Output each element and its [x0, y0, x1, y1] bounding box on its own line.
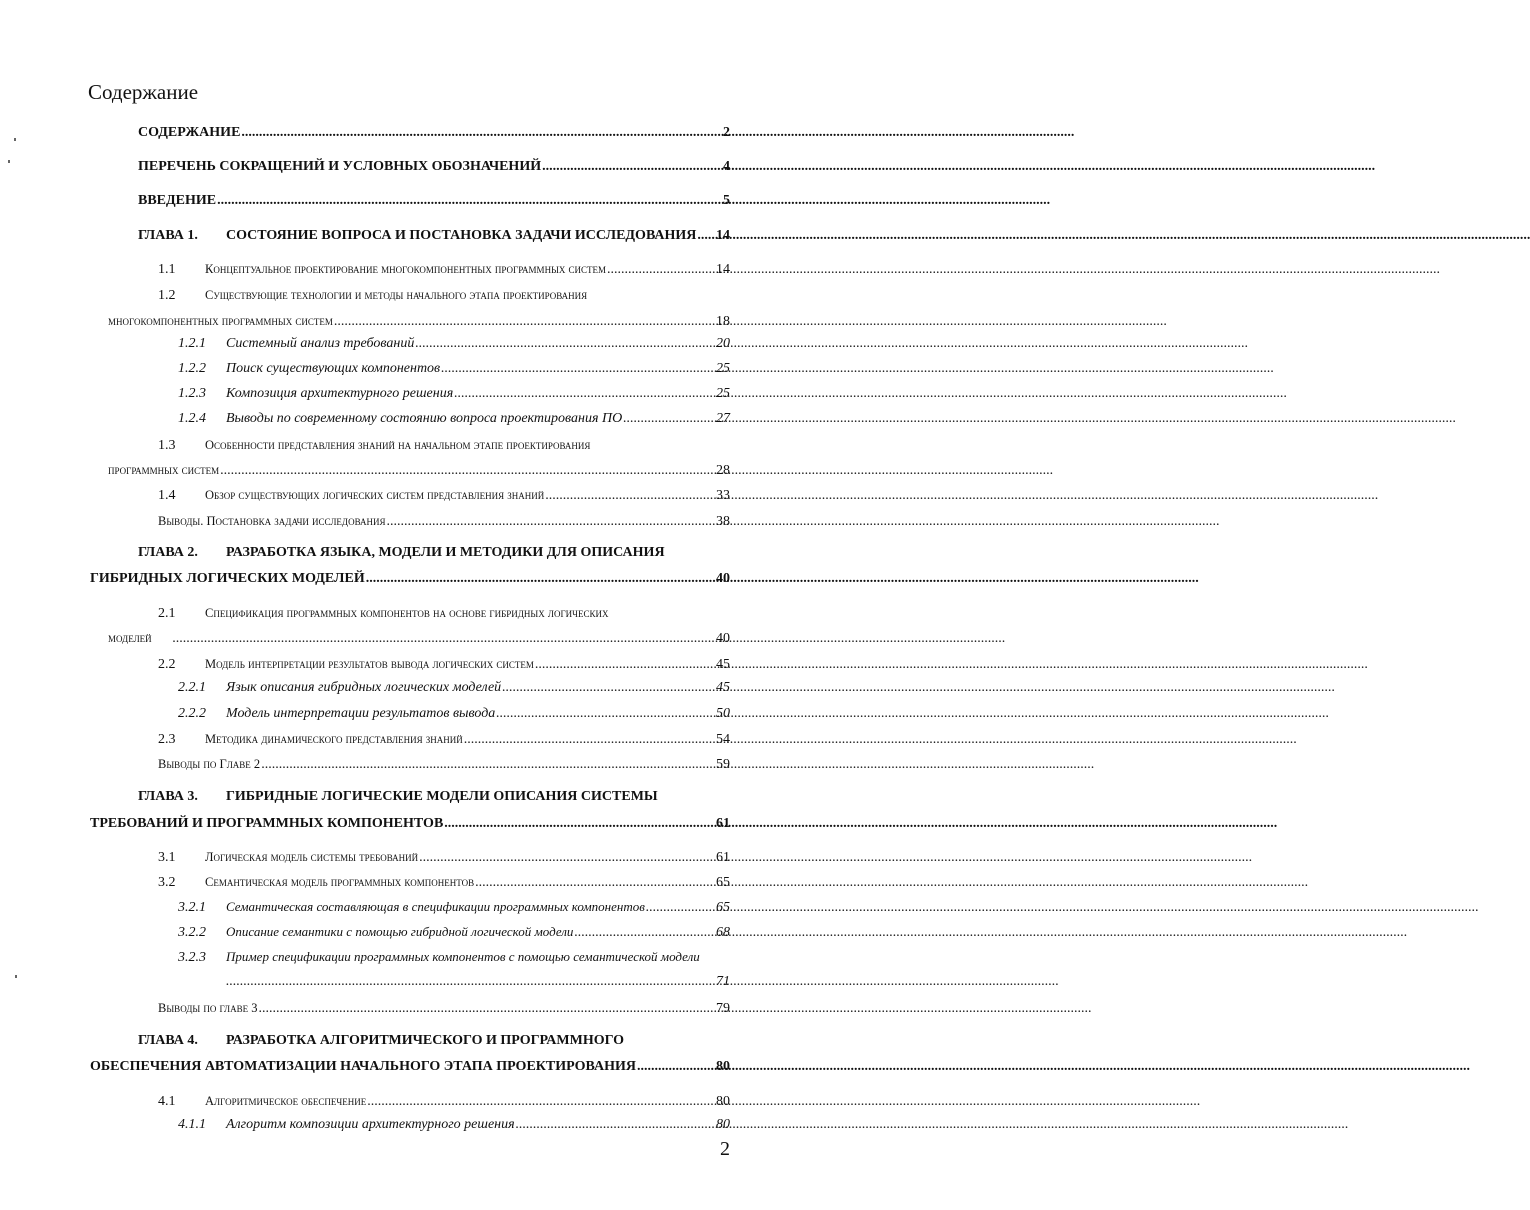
- toc-entry-title-line2: ТРЕБОВАНИЙ И ПРОГРАММНЫХ КОМПОНЕНТОВ: [90, 816, 444, 831]
- toc-leader: [444, 815, 715, 833]
- toc-entry-title: Выводы. Постановка задачи исследования: [158, 514, 386, 528]
- toc-entry-page: 71: [716, 974, 730, 989]
- toc-entry-page: 14: [716, 262, 730, 277]
- toc-entry-title-line2: ГИБРИДНЫХ ЛОГИЧЕСКИХ МОДЕЛЕЙ: [90, 571, 365, 586]
- toc-entry-title: Спецификация программных компонентов на основе гибридных логических: [205, 606, 609, 620]
- toc-section-continuation[interactable]: [108, 312, 730, 331]
- toc-leader: [261, 756, 715, 774]
- toc-leader: [241, 124, 722, 142]
- toc-entry-page: 79: [716, 1001, 730, 1016]
- toc-leader: [475, 874, 715, 892]
- toc-entry[interactable]: [138, 124, 730, 142]
- toc-entry-title-line2: моделей: [108, 631, 152, 645]
- toc-leader: [623, 410, 715, 428]
- toc-entry-page: 4: [723, 159, 730, 174]
- toc-subsection-number: 1.2.3: [178, 386, 206, 401]
- toc-chapter-number: ГЛАВА 4.: [138, 1033, 198, 1048]
- toc-subsection[interactable]: [178, 410, 730, 428]
- toc-section-number: 1.3: [158, 438, 176, 453]
- toc-subsection[interactable]: [178, 679, 730, 697]
- toc-leader: [217, 192, 722, 210]
- toc-leader: [367, 1093, 715, 1111]
- toc-entry-title: Системный анализ требований: [226, 336, 415, 351]
- toc-entry-page: 50: [716, 706, 730, 721]
- toc-entry-title: ПЕРЕЧЕНЬ СОКРАЩЕНИЙ И УСЛОВНЫХ ОБОЗНАЧЕНИЙ: [138, 159, 542, 174]
- toc-leader: [419, 849, 715, 867]
- toc-subsection-number: 1.2.2: [178, 361, 206, 376]
- page-title: Содержание: [88, 80, 199, 104]
- toc-entry-title: Описание семантики с помощью гибридной логической модели: [226, 924, 574, 939]
- toc-entry-title: Язык описания гибридных логических моделей: [226, 680, 502, 695]
- toc-section[interactable]: [158, 260, 730, 279]
- toc-subsection-number: 2.2.2: [178, 706, 206, 721]
- toc-chapter[interactable]: [138, 227, 730, 245]
- toc-leader: [464, 731, 715, 749]
- toc-chapter-number: ГЛАВА 3.: [138, 789, 198, 804]
- toc-entry[interactable]: [138, 158, 730, 176]
- toc-section[interactable]: [158, 604, 609, 623]
- toc-section-number: 1.2: [158, 288, 176, 303]
- toc-entry-title: Методика динамического представления знаний: [205, 732, 463, 746]
- toc-leader: [415, 335, 715, 353]
- toc-entry-title-line2: программных систем: [108, 463, 220, 477]
- toc-leader: [607, 261, 715, 279]
- toc-section[interactable]: [158, 1092, 730, 1111]
- toc-entry-title: Выводы по Главе 2: [158, 757, 261, 771]
- toc-leader: [334, 313, 715, 331]
- toc-leader: [496, 705, 715, 723]
- toc-entry-page: 40: [716, 571, 730, 586]
- toc-entry-title: Особенности представления знаний на начальном этапе проектирования: [205, 438, 591, 452]
- toc-leader: [441, 360, 715, 378]
- toc-chapter[interactable]: [138, 544, 665, 562]
- toc-entry-title: СОСТОЯНИЕ ВОПРОСА И ПОСТАНОВКА ЗАДАЧИ ИССЛЕДОВАНИЯ: [226, 228, 697, 243]
- page-number: 2: [720, 1138, 730, 1160]
- scan-speck: [8, 160, 10, 163]
- toc-entry-page: 2: [723, 125, 730, 140]
- toc-entry-title: Модель интерпретации результатов вывода: [226, 706, 496, 721]
- toc-section[interactable]: [158, 848, 730, 867]
- toc-leader: [387, 513, 715, 531]
- toc-chapter-continuation[interactable]: [90, 570, 730, 588]
- toc-section-number: 3.1: [158, 850, 176, 865]
- toc-entry-title: ГИБРИДНЫЕ ЛОГИЧЕСКИЕ МОДЕЛИ ОПИСАНИЯ СИСТЕМЫ: [226, 789, 658, 804]
- toc-chapter-number: ГЛАВА 2.: [138, 545, 198, 560]
- toc-entry-page: 5: [723, 193, 730, 208]
- toc-entry-title: Семантическая составляющая в спецификации программных компонентов: [226, 899, 645, 914]
- toc-section-number: 4.1: [158, 1094, 176, 1109]
- toc-section[interactable]: [158, 655, 730, 674]
- toc-subsection-number: 1.2.1: [178, 336, 206, 351]
- toc-entry-page: 18: [716, 314, 730, 329]
- toc-chapter-continuation[interactable]: [90, 815, 730, 833]
- toc-entry-page: 54: [716, 732, 730, 747]
- toc-section-number: 1.1: [158, 262, 176, 277]
- toc-section[interactable]: [158, 755, 730, 774]
- toc-entry-page: 65: [716, 900, 730, 915]
- toc-entry-title: Концептуальное проектирование многокомпонентных программных систем: [205, 262, 607, 276]
- toc-entry-page: 27: [716, 411, 730, 426]
- toc-chapter[interactable]: [138, 1032, 624, 1050]
- toc-subsection[interactable]: [178, 335, 730, 353]
- toc-entry-page: 65: [716, 875, 730, 890]
- toc-entry-title: РАЗРАБОТКА ЯЗЫКА, МОДЕЛИ И МЕТОДИКИ ДЛЯ ОПИСАНИЯ: [226, 545, 665, 560]
- toc-section-number: 2.2: [158, 657, 176, 672]
- toc-entry-title: Выводы по современному состоянию вопроса проектирования ПО: [226, 411, 623, 426]
- toc-leader: [646, 899, 715, 917]
- toc-entry-page: 61: [716, 850, 730, 865]
- toc-section[interactable]: [158, 999, 730, 1018]
- toc-chapter[interactable]: [138, 788, 658, 806]
- toc-entry-page: 80: [716, 1059, 730, 1074]
- toc-entry-page: 25: [716, 386, 730, 401]
- toc-entry-page: 20: [716, 336, 730, 351]
- toc-leader: [516, 1116, 715, 1134]
- toc-leader: [542, 158, 722, 176]
- toc-subsection-number: 1.2.4: [178, 411, 206, 426]
- toc-entry-page: 40: [716, 631, 730, 646]
- toc-entry-page: 25: [716, 361, 730, 376]
- toc-entry-title: Логическая модель системы требований: [205, 850, 419, 864]
- toc-leader: [545, 487, 715, 505]
- toc-leader: [366, 570, 715, 588]
- toc-section[interactable]: [158, 512, 730, 531]
- toc-section[interactable]: [158, 873, 730, 892]
- toc-leader: [502, 679, 715, 697]
- toc-entry-title-line2: ОБЕСПЕЧЕНИЯ АВТОМАТИЗАЦИИ НАЧАЛЬНОГО ЭТАПА ПРОЕКТИРОВАНИЯ: [90, 1059, 636, 1074]
- toc-section-number: 1.4: [158, 488, 176, 503]
- toc-entry-title: Пример спецификации программных компонентов с помощью семантической модели: [226, 949, 700, 964]
- toc-chapter-continuation[interactable]: [90, 1058, 730, 1076]
- toc-leader: [697, 227, 715, 245]
- scan-speck: [15, 975, 17, 978]
- toc-entry-title-line2: многокомпонентных программных систем: [108, 314, 333, 328]
- toc-entry-title: ВВЕДЕНИЕ: [138, 193, 217, 208]
- toc-subsection[interactable]: [178, 948, 700, 967]
- toc-subsection[interactable]: [178, 898, 730, 917]
- toc-entry-page: 33: [716, 488, 730, 503]
- toc-subsection-number: 3.2.1: [178, 900, 206, 915]
- toc-leader: [574, 924, 715, 942]
- toc-section-number: 2.3: [158, 732, 176, 747]
- toc-section-number: 2.1: [158, 606, 176, 621]
- toc-subsection-continuation[interactable]: [226, 973, 730, 991]
- toc-subsection[interactable]: [178, 385, 730, 403]
- toc-entry-title: Алгоритмическое обеспечение: [205, 1094, 367, 1108]
- toc-subsection[interactable]: [178, 1116, 730, 1134]
- toc-chapter-number: ГЛАВА 1.: [138, 228, 198, 243]
- toc-entry-page: 59: [716, 757, 730, 772]
- toc-section-continuation[interactable]: [108, 461, 730, 480]
- toc-section[interactable]: [158, 730, 730, 749]
- toc-entry-page: 61: [716, 816, 730, 831]
- toc-entry-page: 80: [716, 1117, 730, 1132]
- toc-entry-title: РАЗРАБОТКА АЛГОРИТМИЧЕСКОГО И ПРОГРАММНОГО: [226, 1033, 625, 1048]
- toc-section[interactable]: [158, 486, 730, 505]
- toc-entry-title: Композиция архитектурного решения: [226, 386, 454, 401]
- toc-entry-title: Существующие технологии и методы начального этапа проектирования: [205, 288, 588, 302]
- toc-leader: [454, 385, 715, 403]
- toc-entry-title: СОДЕРЖАНИЕ: [138, 125, 241, 140]
- toc-entry-page: 68: [716, 925, 730, 940]
- toc-entry-title: Модель интерпретации результатов вывода логических систем: [205, 657, 534, 671]
- toc-entry-title: Выводы по главе 3: [158, 1001, 258, 1015]
- toc-section[interactable]: [158, 286, 587, 305]
- toc-subsection[interactable]: [178, 705, 730, 723]
- toc-leader: [637, 1058, 715, 1076]
- toc-entry-title: Поиск существующих компонентов: [226, 361, 441, 376]
- toc-leader: [535, 656, 715, 674]
- toc-entry-title: Алгоритм композиции архитектурного решения: [226, 1117, 515, 1132]
- toc-subsection[interactable]: [178, 923, 730, 942]
- toc-entry-page: 80: [716, 1094, 730, 1109]
- toc-entry-title: Обзор существующих логических систем представления знаний: [205, 488, 545, 502]
- toc-subsection-number: 2.2.1: [178, 680, 206, 695]
- toc-entry-page: 28: [716, 463, 730, 478]
- toc-leader: [172, 630, 715, 648]
- toc-leader: [220, 462, 715, 480]
- toc-entry-page: 14: [716, 228, 730, 243]
- toc-subsection-number: 4.1.1: [178, 1117, 206, 1132]
- scan-speck: [14, 138, 16, 141]
- toc-section-continuation[interactable]: [108, 629, 730, 648]
- toc-subsection[interactable]: [178, 360, 730, 378]
- toc-entry-page: 38: [716, 514, 730, 529]
- toc-entry[interactable]: [138, 192, 730, 210]
- toc-entry-title: Семантическая модель программных компонентов: [205, 875, 475, 889]
- toc-subsection-number: 3.2.2: [178, 925, 206, 940]
- toc-entry-page: 45: [716, 657, 730, 672]
- toc-section-number: 3.2: [158, 875, 176, 890]
- toc-entry-page: 45: [716, 680, 730, 695]
- toc-subsection-number: 3.2.3: [178, 950, 206, 965]
- toc-leader: [226, 973, 715, 991]
- toc-section[interactable]: [158, 436, 590, 455]
- toc-leader: [258, 1000, 715, 1018]
